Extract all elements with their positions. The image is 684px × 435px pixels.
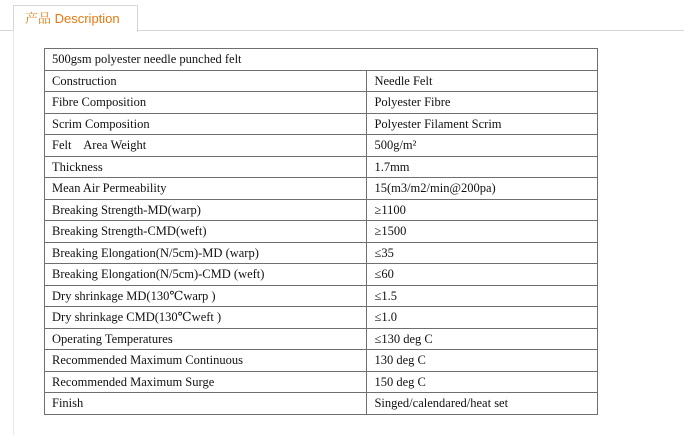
table-row: [45, 199, 598, 221]
table-row: [45, 113, 598, 135]
spec-label: Dry shrinkage MD(130℃warp ): [45, 285, 367, 307]
table-title-row: [45, 49, 598, 71]
table-row: [45, 221, 598, 243]
spec-label: Mean Air Permeability: [45, 178, 367, 200]
table-title: 500gsm polyester needle punched felt: [45, 49, 598, 71]
spec-label: Recommended Maximum Surge: [45, 371, 367, 393]
spec-value: 15(m3/m2/min@200pa): [367, 178, 598, 200]
spec-value: ≤35: [367, 242, 598, 264]
spec-value: ≤1.5: [367, 285, 598, 307]
table-row: [45, 307, 598, 329]
spec-label: Breaking Elongation(N/5cm)-MD (warp): [45, 242, 367, 264]
spec-value: 1.7mm: [367, 156, 598, 178]
table-row: [45, 70, 598, 92]
table-row: [45, 350, 598, 372]
spec-value: ≤1.0: [367, 307, 598, 329]
spec-value: Singed/calendared/heat set: [367, 393, 598, 415]
spec-label: Felt Area Weight: [45, 135, 367, 157]
spec-label: Breaking Elongation(N/5cm)-CMD (weft): [45, 264, 367, 286]
table-row: [45, 156, 598, 178]
spec-label: Breaking Strength-CMD(weft): [45, 221, 367, 243]
table-row: [45, 135, 598, 157]
spec-label: Finish: [45, 393, 367, 415]
spec-value: Needle Felt: [367, 70, 598, 92]
spec-value: ≥1500: [367, 221, 598, 243]
spec-label: Recommended Maximum Continuous: [45, 350, 367, 372]
spec-label: Thickness: [45, 156, 367, 178]
spec-value: 150 deg C: [367, 371, 598, 393]
spec-label: Scrim Composition: [45, 113, 367, 135]
spec-label: Fibre Composition: [45, 92, 367, 114]
spec-value: 500g/m²: [367, 135, 598, 157]
table-row: [45, 178, 598, 200]
table-row: [45, 92, 598, 114]
table-row: [45, 328, 598, 350]
tab-bar: [0, 0, 684, 31]
spec-value: ≤130 deg C: [367, 328, 598, 350]
spec-value: 130 deg C: [367, 350, 598, 372]
spec-table: [44, 48, 598, 415]
table-row: [45, 285, 598, 307]
table-row: [45, 242, 598, 264]
spec-value: Polyester Filament Scrim: [367, 113, 598, 135]
spec-value: ≤60: [367, 264, 598, 286]
table-row: [45, 264, 598, 286]
spec-label: Breaking Strength-MD(warp): [45, 199, 367, 221]
spec-value: ≥1100: [367, 199, 598, 221]
table-row: [45, 371, 598, 393]
spec-label: Construction: [45, 70, 367, 92]
spec-value: Polyester Fibre: [367, 92, 598, 114]
spec-label: Dry shrinkage CMD(130℃weft ): [45, 307, 367, 329]
spec-label: Operating Temperatures: [45, 328, 367, 350]
tab-description[interactable]: 产品 Description: [13, 5, 138, 32]
table-row: [45, 393, 598, 415]
